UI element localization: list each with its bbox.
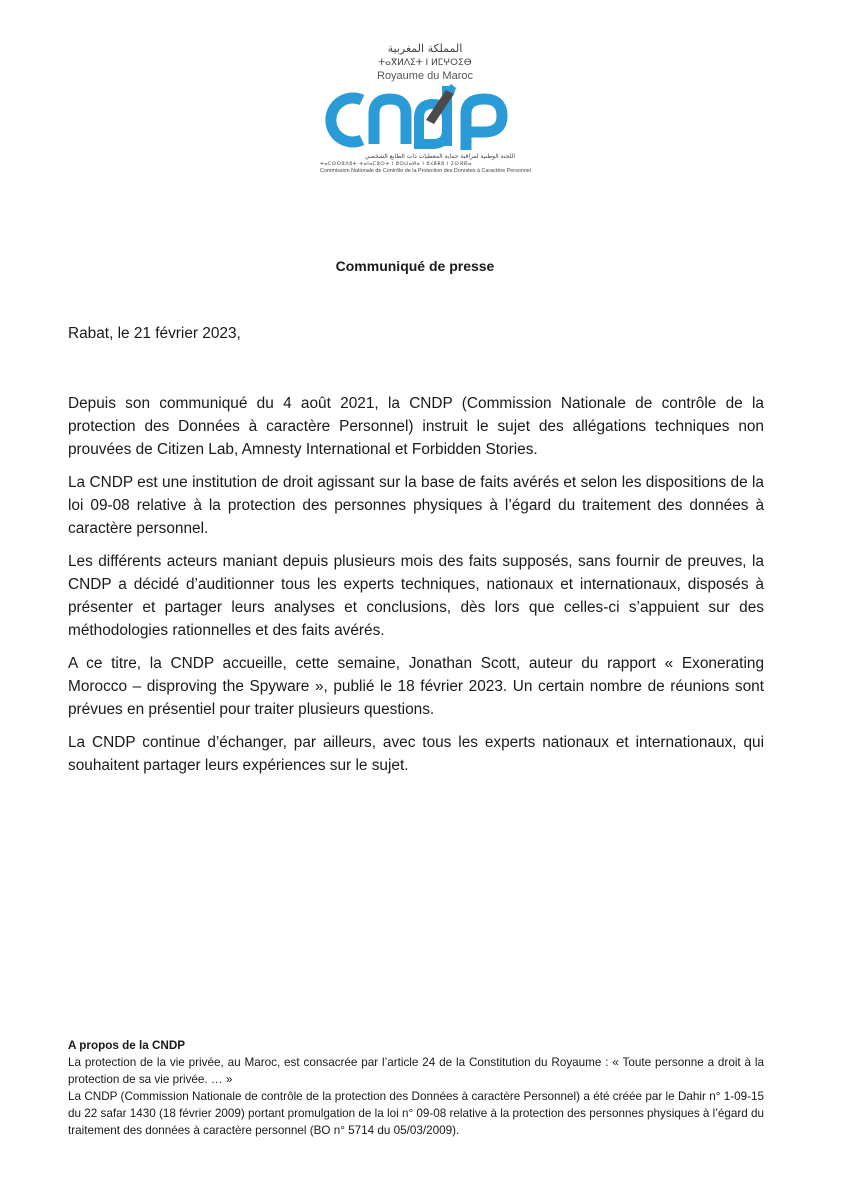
kingdom-arabic-text: المملكة المغربية xyxy=(387,42,463,55)
footer-paragraph: La protection de la vie privée, au Maroc, est consacrée par l’article 24 de la Constitution du Royaume : « Toute personne a droit à la protection de sa vie privée. … » xyxy=(68,1056,764,1086)
footer-paragraph: La CNDP (Commission Nationale de contrôle de la protection des Données à caractère Personnel) a été créée par le Dahir n° 1-09-15 du 22 safar 1430 (18 février 2009) portant promulgation de la loi n° 09-08 relative à la protection des personnes physiques à l’égard du traitement des données à caractère personnel (BO n° 5714 du 05/03/2009). xyxy=(68,1090,764,1137)
cndp-logo-block xyxy=(300,40,560,180)
logo-letter-c xyxy=(331,98,362,142)
cndp-tifinagh-text: ⵜⴰⵎⵙⵙⵓⴷⵓⵜ ⵜⴰⵏⴰⵎⵓⵔⵜ ⵏ ⵓⵙⵡⴰⵍⴰ ⵏ ⵓⵃⵟⵟⵓ ⵏ ⵉⵙⴼⴽⴰ xyxy=(320,161,472,167)
logo-letter-n xyxy=(374,99,406,144)
kingdom-french-text: Royaume du Maroc xyxy=(377,70,473,82)
about-cndp-footer xyxy=(68,1037,764,1139)
cndp-french-text: Commission Nationale de Contrôle de la Protection des Données à Caractère Personnel xyxy=(320,168,531,174)
body-paragraph: La CNDP continue d’échanger, par ailleurs, avec tous les experts nationaux et internationaux, qui souhaitent partager leurs expériences sur le sujet. xyxy=(68,734,764,774)
document-body xyxy=(68,392,764,787)
footer-title: A propos de la CNDP xyxy=(68,1039,186,1052)
body-paragraph: Les différents acteurs maniant depuis plusieurs mois des faits supposés, sans fournir de preuves, la CNDP a décidé d’auditionner tous les experts techniques, nationaux et internationaux, disposés à présenter et partager leurs analyses et conclusions, dès lors que celles-ci s’appuient sur des méthodologies rationnelles et des faits avérés. xyxy=(68,553,764,639)
cndp-logo xyxy=(318,84,518,152)
body-paragraph: A ce titre, la CNDP accueille, cette semaine, Jonathan Scott, auteur du rapport « Exonerating Morocco – disproving the Spyware », publié le 18 février 2023. Un certain nombre de réunions sont prévues en présentiel pour traiter plusieurs questions. xyxy=(68,655,764,718)
kingdom-tifinagh-text: ⵜⴰⴳⵍⴷⵉⵜ ⵏ ⵍⵎⵖⵔⵉⴱ xyxy=(378,58,472,68)
logo-letter-p xyxy=(466,99,502,150)
body-paragraph: Depuis son communiqué du 4 août 2021, la CNDP (Commission Nationale de contrôle de la protection des Données à caractère Personnel) instruit le sujet des allégations techniques non prouvées de Citizen Lab, Amnesty International et Forbidden Stories. xyxy=(68,395,764,458)
cndp-arabic-text: اللجنة الوطنية لمراقبة حماية المعطيات ذات الطابع الشخصي xyxy=(364,153,515,160)
date-line: Rabat, le 21 février 2023, xyxy=(68,325,241,342)
body-paragraph: La CNDP est une institution de droit agissant sur la base de faits avérés et selon les dispositions de la loi 09-08 relative à la protection des personnes physiques à l’égard du traitement des données à caractère personnel. xyxy=(68,474,764,537)
document-title: Communiqué de presse xyxy=(335,258,495,274)
